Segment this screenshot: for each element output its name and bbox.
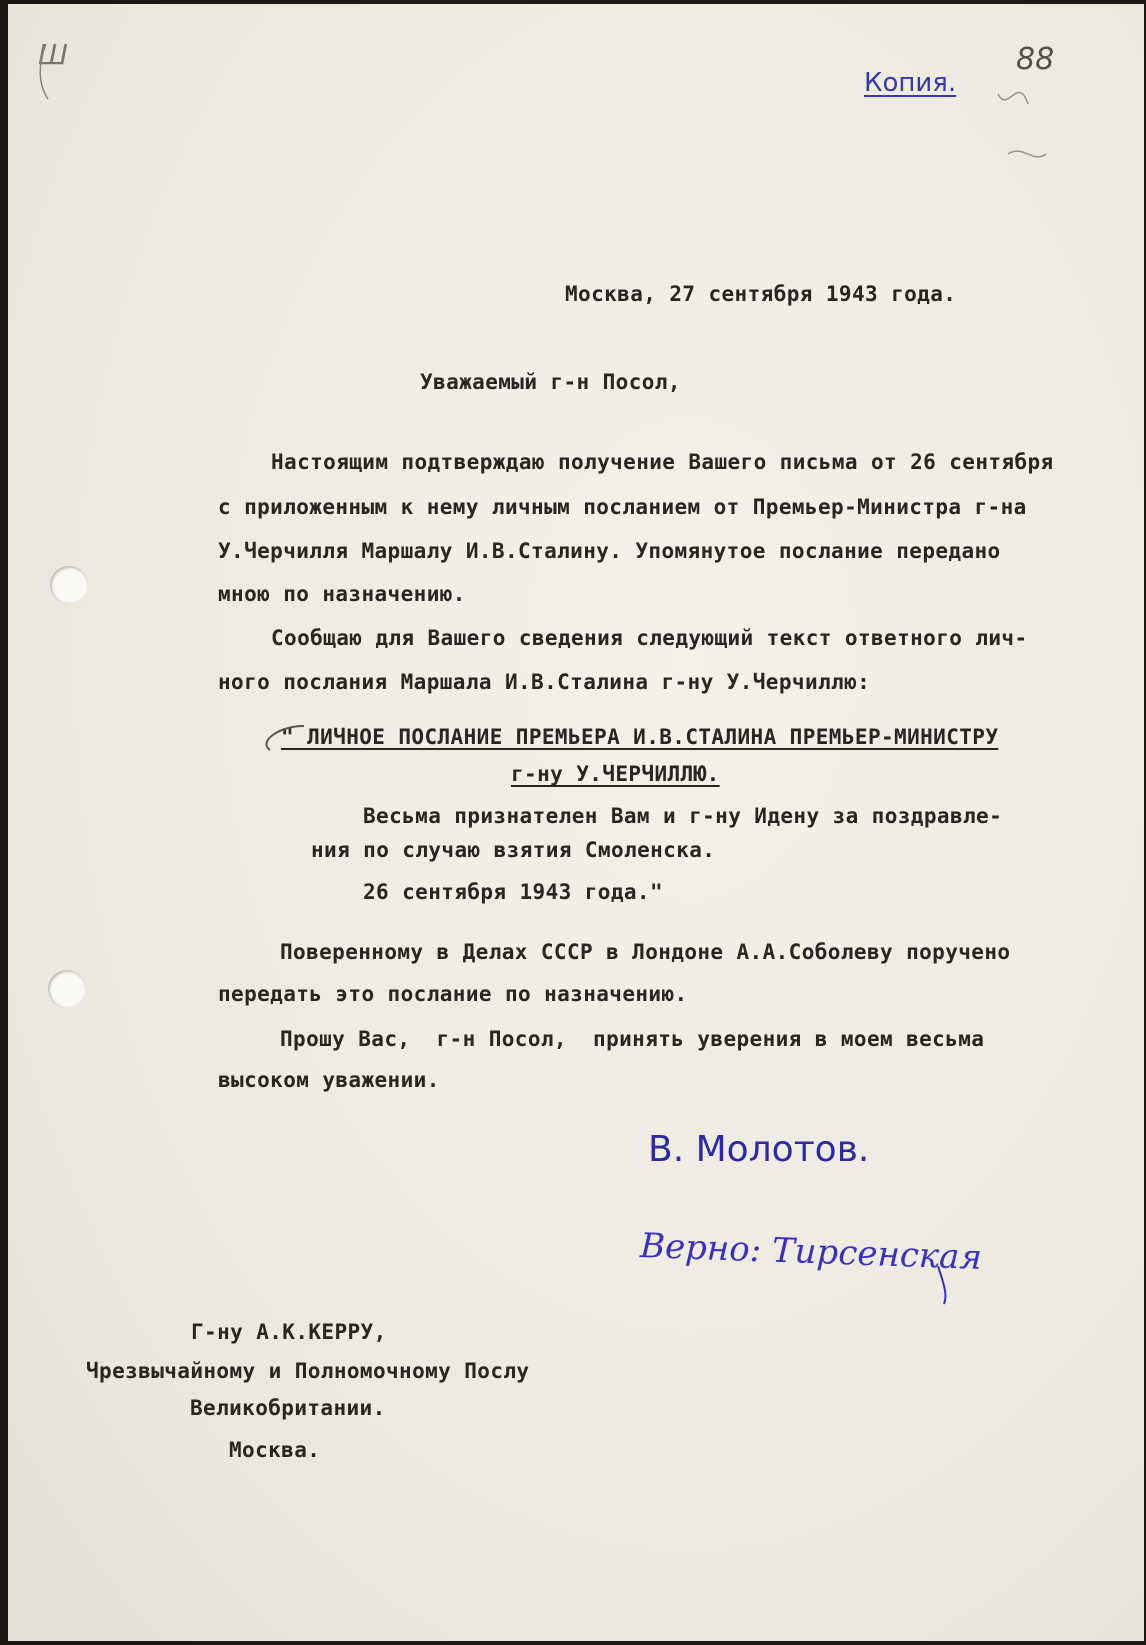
addressee-line: Великобритании. [190,1396,386,1420]
para1-line: У.Черчилля Маршалу И.В.Сталину. Упомянутое послание передано [218,539,1001,563]
verified-underflourish [938,1266,945,1304]
message-body-line: Весьма признателен Вам и г-ну Идену за поздравле- [363,804,1003,828]
para3-line: передать это послание по назначению. [218,982,688,1006]
para1-line: с приложенным к нему личным посланием от Премьер-Министра г-на [218,495,1027,519]
para3-line: Поверенному в Делах СССР в Лондоне А.А.Соболеву поручено [280,940,1011,964]
para2-line: Сообщаю для Вашего сведения следующий текст ответного лич- [271,626,1028,650]
corner-pencil-scribble [998,92,1046,156]
page-number: 88 [1016,42,1055,77]
message-title-line: г-ну У.ЧЕРЧИЛЛЮ. [511,762,720,786]
addressee-line: Москва. [229,1438,321,1462]
para1-line: мною по назначению. [218,582,466,606]
copy-stamp: Копия. [864,68,957,98]
message-title-line: " ЛИЧНОЕ ПОСЛАНИЕ ПРЕМЬЕРА И.В.СТАЛИНА ПРЕМЬЕР-МИНИСТРУ [281,725,999,749]
quote-pencil-curl [266,726,304,750]
verified-signature: Верно: Тирсенская [639,1226,983,1278]
place-date: Москва, 27 сентября 1943 года. [565,282,957,306]
corner-pencil-mark: Ш [38,38,68,71]
addressee-line: Чрезвычайному и Полномочному Послу [86,1359,530,1383]
para1-line: Настоящим подтверждаю получение Вашего письма от 26 сентября [271,450,1054,474]
addressee-line: Г-ну А.К.КЕРРУ, [191,1320,387,1344]
closing-line: Прошу Вас, г-н Посол, принять уверения в моем весьма [280,1027,985,1051]
signature-molotov: В. Молотов. [648,1129,870,1170]
pencil-marks-overlay [8,4,1144,1641]
message-body-line: ния по случаю взятия Смоленска. [311,838,716,862]
salutation: Уважаемый г-н Посол, [420,370,681,394]
para2-line: ного послания Маршала И.В.Сталина г-ну У.Черчиллю: [218,670,871,694]
message-body-line: 26 сентября 1943 года." [363,880,663,904]
document-page [8,4,1144,1641]
closing-line: высоком уважении. [218,1068,440,1092]
corner-pencil-bracket [40,44,48,99]
